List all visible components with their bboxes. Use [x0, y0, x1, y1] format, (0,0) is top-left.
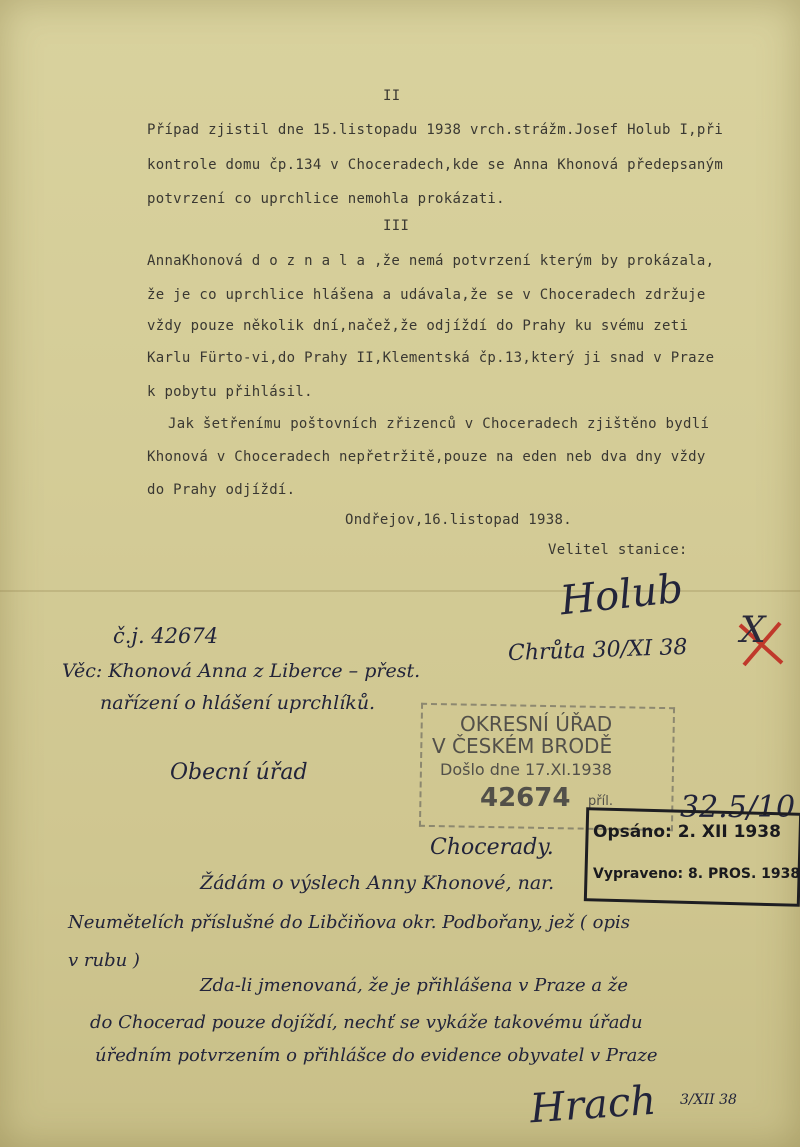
body-line: do Chocerad pouze dojíždí, nechť se vykáže takovému úřadu: [90, 1012, 643, 1033]
typed-line: že je co uprchlice hlášena a udávala,že se v Choceradech zdržuje: [147, 287, 706, 303]
typed-line: do Prahy odjíždí.: [147, 482, 296, 498]
stamp-line: OKRESNÍ ÚŘAD: [460, 712, 613, 736]
stamp-sent: Vypraveno: 8. PROS. 1938: [593, 866, 800, 882]
typed-line: k pobytu přihlásil.: [147, 384, 313, 400]
typed-line: vždy pouze několik dní,načež,že odjíždí do Prahy ku svému zeti: [147, 318, 689, 334]
stamp-number: 42674: [480, 783, 571, 813]
body-line: úředním potvrzením o přihlášce do evidence obyvatel v Praze: [95, 1045, 658, 1066]
typed-line: AnnaKhonová d o z n a l a ,že nemá potvrzení kterým by prokázala,: [147, 253, 715, 269]
body-line: v rubu ): [68, 950, 140, 971]
place-date: Ondřejov,16.listopad 1938.: [345, 512, 572, 528]
subject-line: Věc: Khonová Anna z Liberce – přest.: [62, 660, 421, 682]
stamp-received-date: Došlo dne 17.XI.1938: [440, 760, 612, 779]
typed-line: potvrzení co uprchlice nemohla prokázati.: [147, 191, 505, 207]
seen-note: Chrůta 30/XI 38: [507, 634, 688, 667]
addressee: Obecní úřad: [170, 760, 308, 785]
reference-number: č.j. 42674: [113, 624, 219, 648]
margin-mark: X: [740, 610, 766, 651]
typed-line: Khonová v Choceradech nepřetržitě,pouze na eden neb dva dny vždy: [147, 449, 706, 465]
signature: Holub: [557, 565, 686, 625]
final-signature: Hrach: [528, 1077, 658, 1133]
stamp-suffix: příl.: [588, 794, 613, 809]
typed-line: Jak šetřenímu poštovních zřizenců v Choceradech zjištěno bydlí: [168, 416, 710, 432]
typed-line: Případ zjistil dne 15.listopadu 1938 vrch.strážm.Josef Holub I,při: [147, 122, 724, 138]
body-line: Žádám o výslech Anny Khonové, nar.: [200, 872, 555, 894]
margin-number: 32.5/10: [680, 790, 796, 825]
section-heading-ii: II: [383, 88, 401, 104]
body-line: Neumětelích příslušné do Libčiňova okr. Podbořany, jež ( opis: [68, 912, 630, 933]
section-heading-iii: III: [383, 218, 410, 234]
signoff: Velitel stanice:: [548, 542, 688, 558]
stamp-line: V ČESKÉM BRODĚ: [432, 734, 613, 758]
typed-line: kontrole domu čp.134 v Choceradech,kde se Anna Khonová předepsaným: [147, 157, 724, 173]
typed-line: Karlu Fürto-vi,do Prahy II,Klementská čp.13,který ji snad v Praze: [147, 350, 715, 366]
subject-line: nařízení o hlášení uprchlíků.: [100, 692, 376, 714]
town: Chocerady.: [430, 835, 554, 860]
stamp-copied: Opsáno: 2. XII 1938: [593, 822, 781, 842]
body-line: Zda-li jmenovaná, že je přihlášena v Praze a že: [200, 975, 628, 996]
final-date: 3/XII 38: [680, 1092, 737, 1108]
